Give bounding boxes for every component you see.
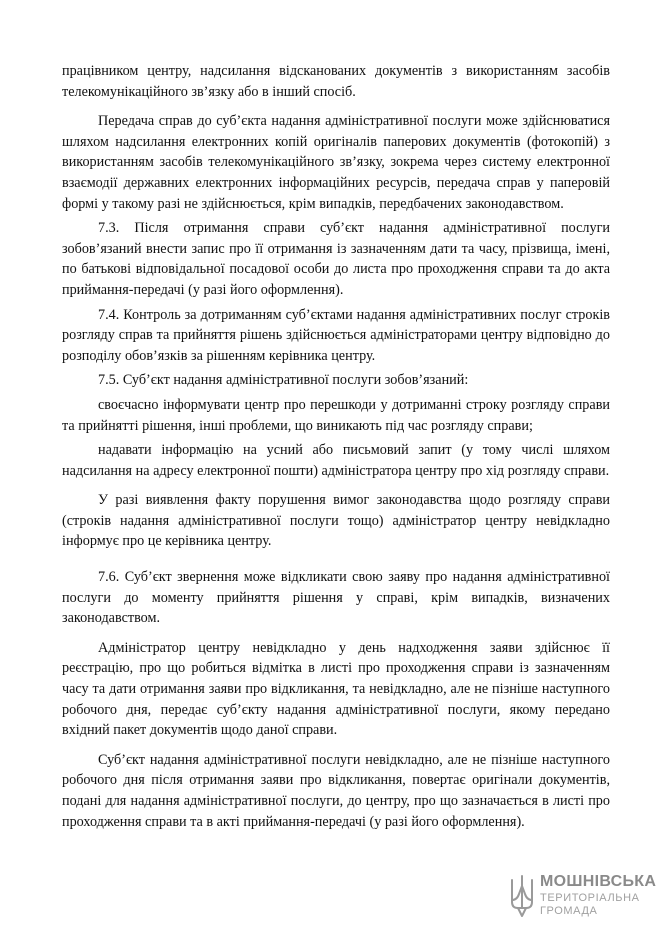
logo-subtitle-1: ТЕРИТОРІАЛЬНА [540, 892, 640, 904]
paragraph-7-3: 7.3. Після отримання справи суб’єкт надання адміністративної послуги зобов’язаний внести запис про її отримання із зазначенням дати та часу, прізвища, імені, по батькові відповідальної посадової особи до листа про проходження справи та до акта приймання-передачі (у разі його оформлення). [62, 220, 610, 298]
paragraph-inform-center: своєчасно інформувати центр про перешкоди у дотриманні строку розгляду справи та прийнятті рішення, інші проблеми, що виникають під час розгляду справи; [62, 396, 610, 434]
paragraph-continuation: працівником центру, надсилання відсканованих документів з використанням засобів телекомунікаційного зв’язку або в інший спосіб. [62, 63, 610, 100]
trident-icon [509, 874, 535, 918]
paragraph-provide-info: надавати інформацію на усний або письмовий запит (у тому числі шляхом надсилання на адресу електронної пошти) адміністратора центру про хід розгляду справи. [62, 442, 610, 479]
paragraph-7-4: 7.4. Контроль за дотриманням суб’єктами надання адміністративних послуг строків розгляду справ та прийняття рішень здійснюється адміністраторами центру відповідно до розподілу обов’язків за рішенням керівника центру. [62, 306, 610, 364]
paragraph-registration: Адміністратор центру невідкладно у день надходження заяви здійснює її реєстрацію, про що робиться відмітка в листі про проходження справи із зазначенням часу та дати отримання заяви про відкликання, та невідкладно, але не пізніше наступного робочого дня, передає суб’єкту надання адміністративної послуги, якому передано вхідний пакет документів щодо даної справи. [62, 639, 610, 739]
paragraph-return-originals: Суб’єкт надання адміністративної послуги невідкладно, але не пізніше наступного робочого дня після отримання заяви про відкликання, повертає оригінали документів, подані для надання адміністративної послуги, до центру, про що зазначається в листі про проходження справи та в акті приймання-передачі (у разі його оформлення). [62, 751, 610, 830]
community-logo [509, 872, 657, 922]
paragraph-case-transfer: Передача справ до суб’єкта надання адміністративної послуги може здійснюватися шляхом надсилання електронних копій оригіналів паперових документів (фотокопій) з використанням засобів телекомунікаційного зв’язку, зокрема через систему електронної взаємодії державних електронних інформаційних ресурсів, передача справ у паперовій формі у такому разі не здійснюється, крім випадків, передбачених законодавством. [62, 113, 610, 212]
paragraph-violation: У разі виявлення факту порушення вимог законодавства щодо розгляду справи (строків надання адміністративної послуги тощо) адміністратор центру невідкладно інформує про це керівника центру. [62, 492, 610, 550]
paragraph-7-5: 7.5. Суб’єкт надання адміністративної послуги зобов’язаний: [98, 372, 469, 389]
logo-title: МОШНІВСЬКА [540, 873, 657, 890]
paragraph-7-6: 7.6. Суб’єкт звернення може відкликати свою заяву про надання адміністративної послуги до моменту прийняття рішення у справі, крім випадків, визначених законодавством. [62, 569, 610, 627]
document-body [62, 61, 610, 832]
logo-subtitle-2: ГРОМАДА [540, 905, 598, 917]
